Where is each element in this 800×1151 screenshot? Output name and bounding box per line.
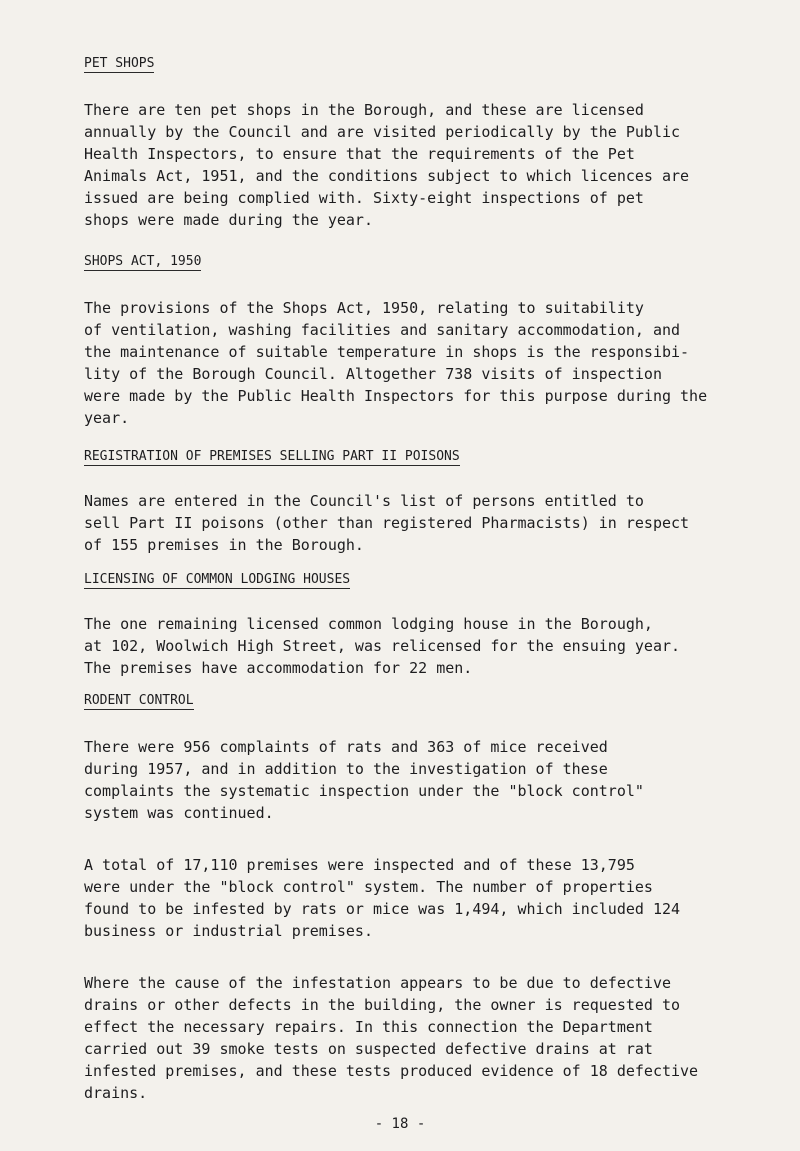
section-heading: PET SHOPS xyxy=(84,56,155,71)
paragraph: A total of 17,110 premises were inspected and of these 13,795 were under the "block control" system. The number of properties found to be infested by rats or mice was 1,494, which included 124 business or industrial premises. xyxy=(84,856,681,940)
paragraph: There were 956 complaints of rats and 363 of mice received during 1957, and in addition to the investigation of these complaints the systematic inspection under the "block control" system was continued. xyxy=(84,738,644,822)
paragraph: Where the cause of the infestation appears to be due to defective drains or other defects in the building, the owner is requested to effect the necessary repairs. In this connection the Department carried out 39 smoke tests on suspected defective drains at rat infested premises, and these tests produced evidence of 18 defective drains. xyxy=(84,974,699,1102)
section-heading: SHOPS ACT, 1950 xyxy=(84,254,202,269)
paragraph: There are ten pet shops in the Borough, and these are licensed annually by the Council and are visited periodically by the Public Health Inspectors, to ensure that the requirements of the Pet Animals Act, 1951, and the conditions subject to which licences are issued are being complied with. Sixty-eight inspections of pet shops were made during the year. xyxy=(84,101,690,229)
section-heading: LICENSING OF COMMON LODGING HOUSES xyxy=(84,572,351,587)
section-rodent-control xyxy=(84,689,774,1104)
section-lodging-houses xyxy=(84,568,774,679)
page-number: - 18 - xyxy=(374,1116,426,1132)
section-heading: REGISTRATION OF PREMISES SELLING PART II POISONS xyxy=(84,449,460,464)
paragraph: Names are entered in the Council's list of persons entitled to sell Part II poisons (other than registered Pharmacists) in respect of 155 premises in the Borough. xyxy=(84,492,690,554)
paragraph: The provisions of the Shops Act, 1950, relating to suitability of ventilation, washing facilities and sanitary accommodation, and the maintenance of suitable temperature in shops is the responsibi- lity of the Borough Council. Altogether 738 visits of inspection were made by the Public Health Inspectors for this purpose during the year. xyxy=(84,299,708,427)
section-pet-shops xyxy=(84,52,774,231)
section-heading: RODENT CONTROL xyxy=(84,693,194,708)
paragraph: The one remaining licensed common lodging house in the Borough, at 102, Woolwich High Street, was relicensed for the ensuing year. The premises have accommodation for 22 men. xyxy=(84,615,681,677)
section-shops-act xyxy=(84,250,774,429)
section-registration-poisons xyxy=(84,445,774,556)
